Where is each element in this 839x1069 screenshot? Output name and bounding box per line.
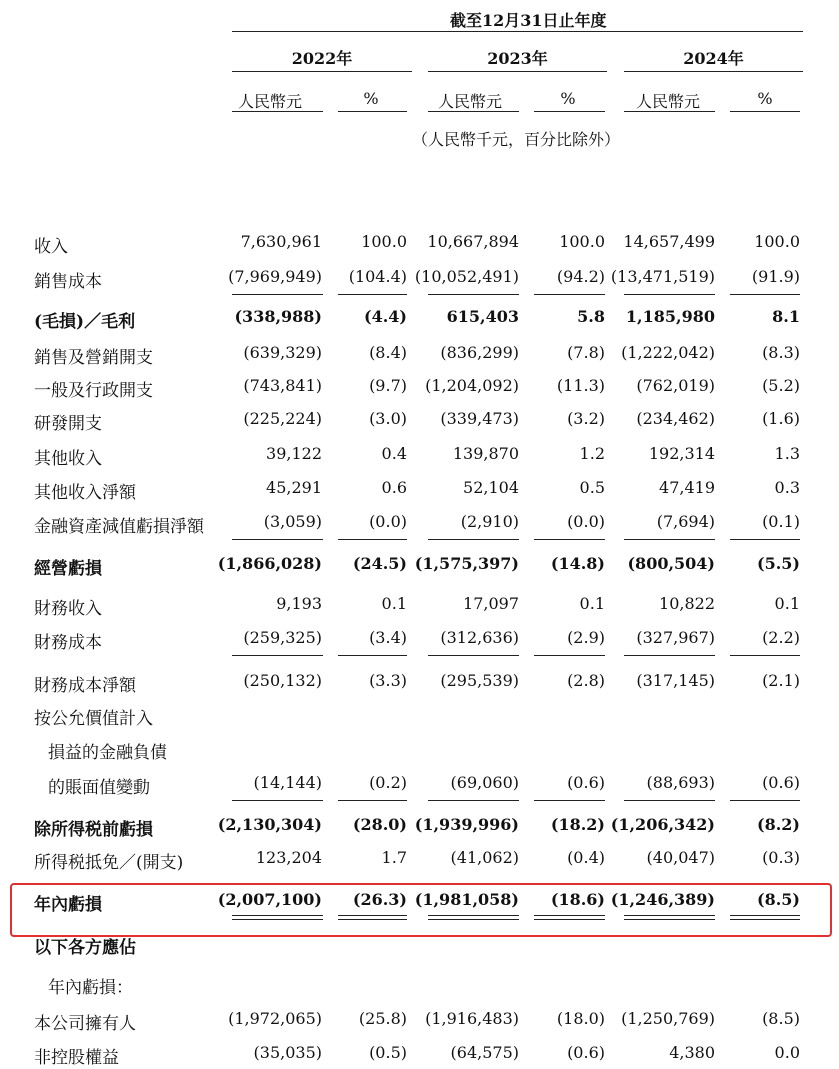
row-value: (2,007,100): [217, 890, 322, 909]
row-value: 0.0: [774, 1043, 800, 1062]
col-label-underline: [534, 111, 605, 112]
row-value: 0.5: [579, 478, 605, 497]
col-label-underline: [338, 111, 407, 112]
row-value: (1,866,028): [217, 554, 322, 573]
row-value: (7,969,949): [228, 267, 322, 286]
row-value: (225,224): [243, 409, 322, 428]
row-value: (0.1): [762, 512, 800, 531]
underline: [232, 800, 323, 801]
row-value: (338,988): [234, 307, 322, 326]
row-value: 1.2: [579, 444, 605, 463]
row-label: 財務成本: [34, 633, 102, 653]
row-value: 0.1: [381, 594, 407, 613]
row-value: 14,657,499: [623, 232, 715, 251]
col-label-underline: [730, 111, 800, 112]
row-value: (0.5): [369, 1043, 407, 1062]
row-value: (4.4): [364, 307, 407, 326]
underline: [624, 800, 715, 801]
row-value: (2,130,304): [217, 815, 322, 834]
row-value: 0.1: [774, 594, 800, 613]
year-underline: [428, 71, 607, 72]
row-value: (7.8): [567, 343, 605, 362]
underline: [534, 539, 605, 540]
underline: [428, 800, 519, 801]
underline: [730, 655, 800, 656]
row-value: (91.9): [751, 267, 800, 286]
period-header: 截至12月31日止年度: [450, 11, 607, 30]
currency-label: 人民幣元: [635, 92, 700, 111]
row-value: (2.9): [567, 628, 605, 647]
row-label: 收入: [34, 237, 68, 257]
row-value: 0.6: [381, 478, 407, 497]
row-value: (234,462): [636, 409, 715, 428]
row-value: (1,204,092): [425, 376, 519, 395]
row-value: 192,314: [648, 444, 715, 463]
row-value: 5.8: [577, 307, 605, 326]
row-value: 9,193: [276, 594, 322, 613]
row-value: (94.2): [556, 267, 605, 286]
underline: [624, 539, 715, 540]
row-value: (14.8): [550, 554, 605, 573]
row-value: (8.4): [369, 343, 407, 362]
row-value: 10,822: [659, 594, 715, 613]
row-value: (339,473): [440, 409, 519, 428]
row-value: (24.5): [352, 554, 407, 573]
row-value: (1,250,769): [621, 1009, 715, 1028]
row-value: 139,870: [452, 444, 519, 463]
row-value: (18.0): [556, 1009, 605, 1028]
row-value: (104.4): [348, 267, 407, 286]
row-value: (3,059): [263, 512, 322, 531]
row-value: 100.0: [361, 232, 407, 251]
percent-label: %: [560, 89, 576, 108]
row-label: (毛損)／毛利: [34, 312, 136, 332]
row-value: (1,206,342): [610, 815, 715, 834]
row-value: (40,047): [646, 848, 715, 867]
row-value: (327,967): [636, 628, 715, 647]
row-label: 年內虧損: [34, 895, 102, 915]
row-value: 8.1: [772, 307, 800, 326]
underline: [232, 294, 323, 295]
row-value: (0.4): [567, 848, 605, 867]
row-value: 4,380: [669, 1043, 715, 1062]
underline: [338, 800, 407, 801]
year-header: 2024年: [683, 49, 744, 68]
row-value: (0.0): [567, 512, 605, 531]
row-value: (8.5): [757, 890, 800, 909]
row-value: (2,910): [460, 512, 519, 531]
year-underline: [232, 71, 412, 72]
row-value: (41,062): [450, 848, 519, 867]
row-value: (8.3): [762, 343, 800, 362]
col-label-underline: [428, 111, 519, 112]
underline: [730, 800, 800, 801]
row-label: 研發開支: [34, 414, 102, 434]
row-value: (1,972,065): [228, 1009, 322, 1028]
row-value: (13,471,519): [610, 267, 715, 286]
row-value: (762,019): [636, 376, 715, 395]
row-value: 1,185,980: [625, 307, 715, 326]
row-value: (18.2): [550, 815, 605, 834]
underline: [232, 655, 323, 656]
row-label: 其他收入淨額: [34, 483, 136, 503]
row-value: 52,104: [463, 478, 519, 497]
underline: [534, 655, 605, 656]
row-value: (69,060): [450, 773, 519, 792]
period-underline: [232, 31, 803, 32]
row-value: (2.2): [762, 628, 800, 647]
year-header: 2022年: [291, 49, 353, 68]
year-underline: [624, 71, 803, 72]
underline: [428, 539, 519, 540]
row-label: 按公允價值計入: [34, 709, 153, 729]
row-label: 財務成本淨額: [34, 676, 136, 696]
row-value: (8.2): [757, 815, 800, 834]
row-label: 本公司擁有人: [34, 1014, 136, 1034]
row-label: 財務收入: [34, 599, 102, 619]
row-value: (1,939,996): [414, 815, 519, 834]
row-value: (7,694): [656, 512, 715, 531]
row-value: (1.6): [762, 409, 800, 428]
row-value: (800,504): [627, 554, 715, 573]
row-label: 年內虧損：: [48, 978, 133, 998]
row-value: 17,097: [463, 594, 519, 613]
row-value: (3.3): [369, 671, 407, 690]
year-header: 2023年: [487, 49, 548, 68]
row-value: 0.4: [381, 444, 407, 463]
row-value: (312,636): [440, 628, 519, 647]
row-value: (14,144): [253, 773, 322, 792]
row-value: (5.2): [762, 376, 800, 395]
row-value: (1,246,389): [610, 890, 715, 909]
row-value: (1,222,042): [621, 343, 715, 362]
row-label: 金融資產減值虧損淨額: [34, 517, 204, 537]
row-value: (0.2): [369, 773, 407, 792]
col-label-underline: [624, 111, 715, 112]
underline: [534, 800, 605, 801]
row-value: (3.0): [369, 409, 407, 428]
row-value: (28.0): [352, 815, 407, 834]
row-label: 非控股權益: [34, 1048, 119, 1068]
row-label: 一般及行政開支: [34, 381, 153, 401]
row-value: (3.2): [567, 409, 605, 428]
underline: [624, 655, 715, 656]
row-value: (295,539): [440, 671, 519, 690]
unit-note: （人民幣千元，百分比除外）: [412, 130, 621, 149]
row-value: (9.7): [369, 376, 407, 395]
row-value: (11.3): [556, 376, 605, 395]
row-value: (88,693): [646, 773, 715, 792]
row-value: (0.6): [567, 773, 605, 792]
row-label: 除所得税前虧損: [34, 820, 153, 840]
row-value: 7,630,961: [240, 232, 322, 251]
underline: [428, 655, 519, 656]
underline: [624, 294, 715, 295]
row-value: 39,122: [266, 444, 322, 463]
row-value: 0.3: [774, 478, 800, 497]
currency-label: 人民幣元: [237, 92, 302, 111]
row-label: 銷售成本: [34, 272, 102, 292]
row-label: 以下各方應佔: [34, 938, 136, 958]
percent-label: %: [363, 89, 379, 108]
row-label: 銷售及營銷開支: [34, 348, 153, 368]
row-value: (1,981,058): [414, 890, 519, 909]
row-value: 100.0: [559, 232, 605, 251]
row-value: (639,329): [243, 343, 322, 362]
row-value: (0.6): [762, 773, 800, 792]
underline: [730, 294, 800, 295]
row-value: (8.5): [762, 1009, 800, 1028]
row-value: 615,403: [446, 307, 519, 326]
row-label: 損益的金融負債: [48, 743, 167, 763]
row-value: (26.3): [352, 890, 407, 909]
row-value: 123,204: [255, 848, 322, 867]
row-value: (5.5): [757, 554, 800, 573]
underline: [338, 655, 407, 656]
row-value: (0.0): [369, 512, 407, 531]
row-label: 其他收入: [34, 449, 102, 469]
col-label-underline: [232, 111, 323, 112]
row-value: 0.1: [579, 594, 605, 613]
row-value: (10,052,491): [414, 267, 519, 286]
row-value: 1.7: [381, 848, 407, 867]
row-value: (1,575,397): [414, 554, 519, 573]
row-value: (2.8): [567, 671, 605, 690]
row-value: (0.6): [567, 1043, 605, 1062]
currency-label: 人民幣元: [437, 92, 502, 111]
row-value: (317,145): [636, 671, 715, 690]
underline: [338, 539, 407, 540]
row-value: (18.6): [550, 890, 605, 909]
row-value: 47,419: [659, 478, 715, 497]
row-label: 經營虧損: [34, 559, 102, 579]
underline: [232, 539, 323, 540]
row-value: (743,841): [243, 376, 322, 395]
percent-label: %: [757, 89, 773, 108]
underline: [428, 294, 519, 295]
row-value: (25.8): [358, 1009, 407, 1028]
row-value: 1.3: [774, 444, 800, 463]
underline: [730, 539, 800, 540]
row-value: (250,132): [243, 671, 322, 690]
row-label: 所得税抵免／(開支): [34, 853, 184, 873]
row-value: (1,916,483): [425, 1009, 519, 1028]
underline: [534, 294, 605, 295]
row-value: (64,575): [450, 1043, 519, 1062]
row-value: (3.4): [369, 628, 407, 647]
row-value: (2.1): [762, 671, 800, 690]
row-label: 的賬面值變動: [48, 778, 150, 798]
row-value: 45,291: [266, 478, 322, 497]
row-value: 10,667,894: [427, 232, 519, 251]
highlight-box-loss-for-year: [10, 883, 832, 937]
row-value: 100.0: [754, 232, 800, 251]
row-value: (259,325): [243, 628, 322, 647]
row-value: (0.3): [762, 848, 800, 867]
row-value: (836,299): [440, 343, 519, 362]
underline: [338, 294, 407, 295]
row-value: (35,035): [253, 1043, 322, 1062]
